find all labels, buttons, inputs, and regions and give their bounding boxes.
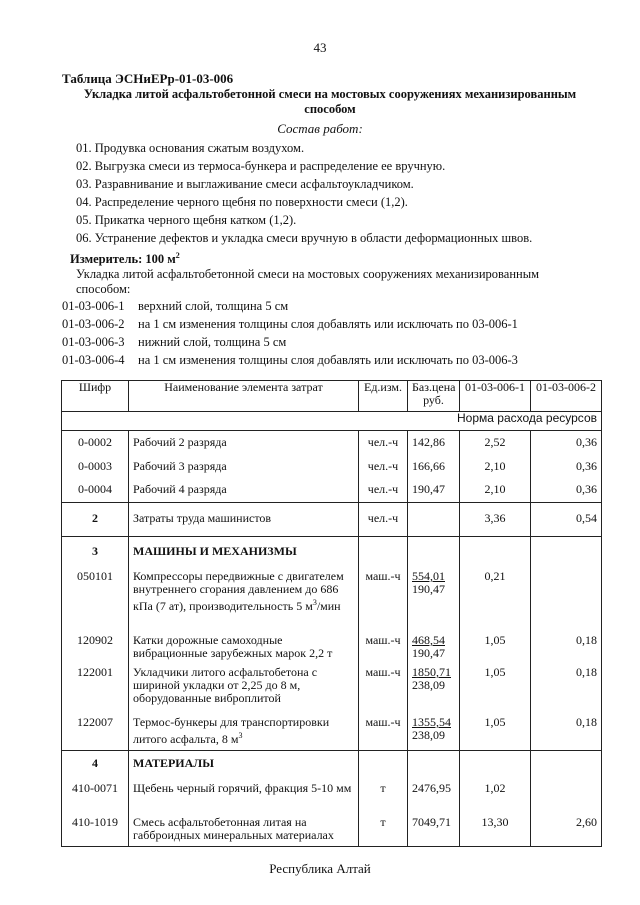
table-row: 122007 Термос-бункеры для транспортировки литого асфальта, 8 $м^3$ маш.-ч 1355,54 238,09 1,05 0,18 bbox=[62, 714, 602, 751]
table-row: 120902 Катки дорожные самоходные вибрационные зарубежных марок 2,2 т маш.-ч 468,54 190,47 1,05 0,18 bbox=[62, 632, 602, 664]
header-col1: 01-03-006-1 bbox=[460, 381, 531, 412]
page-number: 43 bbox=[313, 40, 327, 55]
work-step: 01. Продувка основания сжатым воздухом. bbox=[76, 141, 305, 155]
table-row: 0-0002 Рабочий 2 разряда чел.-ч 142,86 2,52 0,36 bbox=[62, 431, 602, 457]
section-header-materials: 4 МАТЕРИАЛЫ bbox=[62, 751, 602, 779]
norm-row bbox=[62, 412, 602, 431]
rate-code: 01-03-006-1 bbox=[62, 299, 125, 313]
table-row: 0-0003 Рабочий 3 разряда чел.-ч 166,66 2,10 0,36 bbox=[62, 456, 602, 479]
table-row: 050101 Компрессоры передвижные с двигателем внутреннего сгорания давлением до 686 кПа (7 ат), производительность 5 $м^3$/мин маш.-ч 554,01 190,47 0,21 bbox=[62, 568, 602, 632]
rate-description: на 1 см изменения толщины слоя добавлять или исключать по 03-006-1 bbox=[138, 317, 518, 331]
table-name: Укладка литой асфальтобетонной смеси на мостовых сооружениях механизированным способом bbox=[83, 87, 577, 116]
footer-region: Республика Алтай bbox=[269, 861, 371, 876]
work-step: 05. Прикатка черного щебня катком (1,2). bbox=[76, 213, 297, 227]
header-price: Баз.цена руб. bbox=[408, 381, 460, 412]
operators-row: 2 Затраты труда машинистов чел.-ч 3,36 0,54 bbox=[62, 503, 602, 537]
composition-title: Состав работ: bbox=[277, 121, 363, 136]
header-col2: 01-03-006-2 bbox=[531, 381, 602, 412]
header-name: Наименование элемента затрат bbox=[129, 381, 359, 412]
rate-code: 01-03-006-3 bbox=[62, 335, 125, 349]
work-step: 04. Распределение черного щебня по поверхности смеси (1,2). bbox=[76, 195, 408, 209]
rate-description: на 1 см изменения толщины слоя добавлять или исключать по 03-006-3 bbox=[138, 353, 518, 367]
table-row: 410-0071 Щебень черный горячий, фракция 5-10 мм т 2476,95 1,02 bbox=[62, 778, 602, 814]
resource-table bbox=[61, 380, 602, 847]
measure-unit: Измеритель: 100 $м^2$ bbox=[70, 251, 180, 267]
section-header-machines: 3 МАШИНЫ И МЕХАНИЗМЫ bbox=[62, 537, 602, 569]
header-code: Шифр bbox=[62, 381, 129, 412]
work-step: 02. Выгрузка смеси из термоса-бункера и распределение ее вручную. bbox=[76, 159, 446, 173]
table-row: 0-0004 Рабочий 4 разряда чел.-ч 190,47 2,10 0,36 bbox=[62, 479, 602, 503]
measure-description: Укладка литой асфальтобетонной смеси на мостовых сооружениях механизированным способом: bbox=[76, 267, 540, 296]
rate-code: 01-03-006-4 bbox=[62, 353, 125, 367]
rate-code: 01-03-006-2 bbox=[62, 317, 125, 331]
work-step: 03. Разравнивание и выглаживание смеси асфальтоукладчиком. bbox=[76, 177, 414, 191]
table-row: 410-1019 Смесь асфальтобетонная литая на габброидных минеральных материалах т 7049,71 13,30 2,60 bbox=[62, 814, 602, 847]
table-code: Таблица ЭСНиЕРр-01-03-006 bbox=[62, 71, 234, 86]
norm-label: Норма расхода ресурсов bbox=[62, 412, 602, 431]
table-header-row bbox=[62, 381, 602, 412]
table-row: 122001 Укладчики литого асфальтобетона с шириной укладки от 2,25 до 8 м, оборудованные виброплитой маш.-ч 1850,71 238,09 1,05 0,18 bbox=[62, 664, 602, 714]
rate-description: нижний слой, толщина 5 см bbox=[138, 335, 287, 349]
work-step: 06. Устранение дефектов и укладка смеси вручную в области деформационных швов. bbox=[76, 231, 533, 245]
header-unit: Ед.изм. bbox=[359, 381, 408, 412]
rate-description: верхний слой, толщина 5 см bbox=[138, 299, 289, 313]
